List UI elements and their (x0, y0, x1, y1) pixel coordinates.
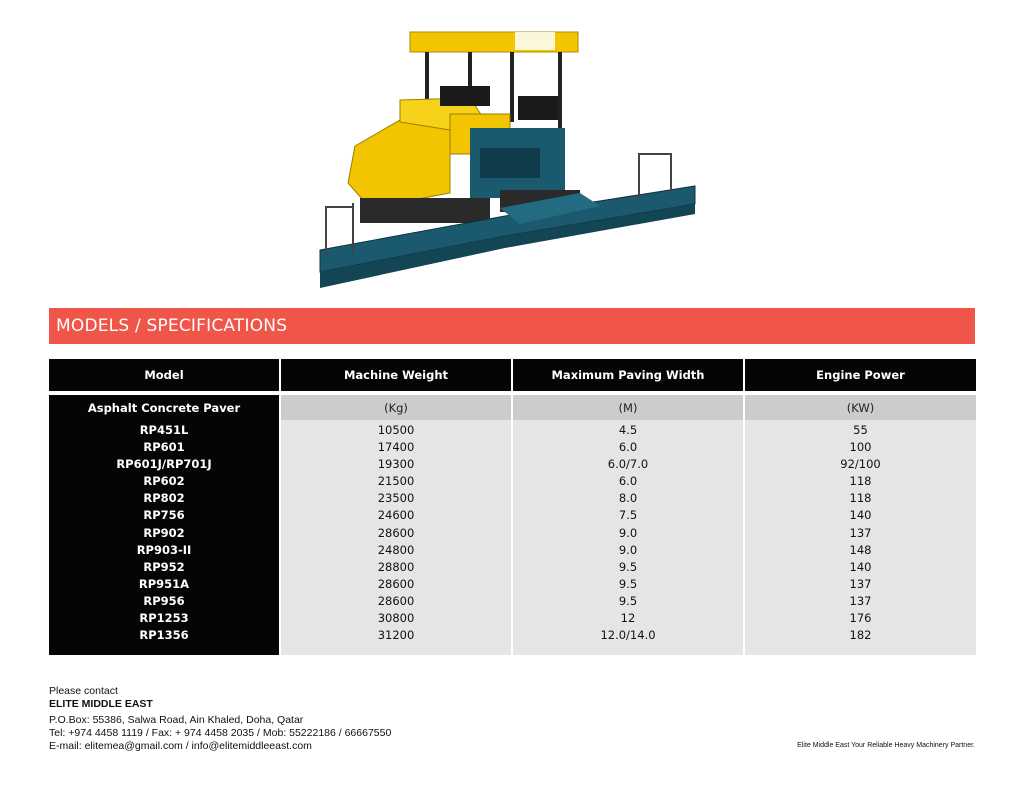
tagline: Elite Middle East Your Reliable Heavy Machinery Partner. (797, 742, 975, 749)
table-cell-power: 137 (849, 576, 872, 591)
table-cell-weight: 24800 (377, 542, 415, 557)
table-cell-width: 9.5 (618, 559, 638, 574)
model-column (49, 420, 281, 655)
table-cell-width: 9.5 (618, 576, 638, 591)
table-cell-power: 118 (849, 474, 872, 489)
specifications-table (49, 359, 976, 655)
table-cell-width: 9.5 (618, 593, 638, 608)
table-cell-model: RP952 (143, 559, 185, 574)
table-subheader-row (49, 395, 976, 420)
table-cell-width: 7.5 (618, 508, 638, 523)
contact-address: P.O.Box: 55386, Salwa Road, Ain Khaled, Doha, Qatar (49, 714, 304, 726)
table-cell-width: 12.0/14.0 (600, 628, 656, 643)
header-max-paving-width: Maximum Paving Width (513, 359, 745, 391)
table-cell-width: 8.0 (618, 491, 638, 506)
table-cell-width: 9.0 (618, 525, 638, 540)
header-engine-power: Engine Power (745, 359, 976, 391)
subheader-width-unit: (M) (513, 395, 745, 420)
table-cell-width: 6.0/7.0 (607, 457, 649, 472)
table-cell-power: 55 (853, 423, 868, 437)
table-cell-model: RP756 (143, 508, 185, 523)
table-cell-weight: 30800 (377, 611, 415, 626)
company-name: ELITE MIDDLE EAST (49, 698, 153, 710)
table-cell-weight: 31200 (377, 628, 415, 643)
table-cell-model: RP802 (143, 491, 185, 506)
contact-intro: Please contact (49, 685, 118, 697)
section-banner (49, 308, 975, 344)
table-cell-model: RP601 (143, 440, 185, 455)
table-cell-power: 176 (849, 611, 872, 626)
table-cell-weight: 23500 (377, 491, 415, 506)
weight-column (281, 420, 513, 655)
table-cell-weight: 28600 (377, 576, 415, 591)
table-cell-width: 6.0 (618, 474, 638, 489)
table-cell-model: RP902 (143, 525, 185, 540)
table-cell-power: 137 (849, 525, 872, 540)
subheader-category: Asphalt Concrete Paver (49, 395, 281, 420)
table-cell-power: 118 (849, 491, 872, 506)
header-machine-weight: Machine Weight (281, 359, 513, 391)
table-cell-model: RP451L (139, 423, 189, 437)
contact-email: E-mail: elitemea@gmail.com / info@elitemiddleeast.com (49, 740, 312, 752)
table-cell-weight: 28800 (377, 559, 415, 574)
table-cell-power: 100 (849, 440, 872, 455)
table-cell-width: 4.5 (618, 423, 638, 437)
table-cell-weight: 24600 (377, 508, 415, 523)
table-cell-model: RP602 (143, 474, 185, 489)
table-cell-power: 92/100 (840, 457, 881, 472)
table-cell-width: 12 (620, 611, 636, 626)
contact-block (49, 685, 391, 753)
table-cell-model: RP1356 (139, 628, 189, 643)
table-cell-weight: 28600 (377, 593, 415, 608)
subheader-power-unit: (KW) (745, 395, 976, 420)
asphalt-paver-image (300, 18, 710, 296)
table-cell-power: 137 (849, 593, 872, 608)
table-cell-power: 148 (849, 542, 872, 557)
table-cell-weight: 19300 (377, 457, 415, 472)
table-header-row (49, 359, 976, 391)
table-cell-width: 6.0 (618, 440, 638, 455)
table-cell-power: 182 (849, 628, 872, 643)
table-cell-model: RP956 (143, 593, 185, 608)
section-title: MODELS / SPECIFICATIONS (56, 316, 288, 336)
subheader-weight-unit: (Kg) (281, 395, 513, 420)
table-cell-power: 140 (849, 559, 872, 574)
table-cell-model: RP1253 (139, 611, 189, 626)
table-cell-model: RP951A (138, 576, 190, 591)
table-cell-power: 140 (849, 508, 872, 523)
table-cell-weight: 21500 (377, 474, 415, 489)
header-model: Model (49, 359, 281, 391)
width-column (513, 420, 745, 655)
table-cell-width: 9.0 (618, 542, 638, 557)
table-cell-weight: 28600 (377, 525, 415, 540)
table-cell-model: RP903-II (136, 542, 192, 557)
table-body (49, 420, 976, 655)
table-cell-weight: 17400 (377, 440, 415, 455)
power-column (745, 420, 976, 655)
table-cell-model: RP601J/RP701J (116, 457, 212, 472)
table-cell-weight: 10500 (377, 423, 415, 437)
contact-phone: Tel: +974 4458 1119 / Fax: + 974 4458 2035 / Mob: 55222186 / 66667550 (49, 727, 392, 739)
